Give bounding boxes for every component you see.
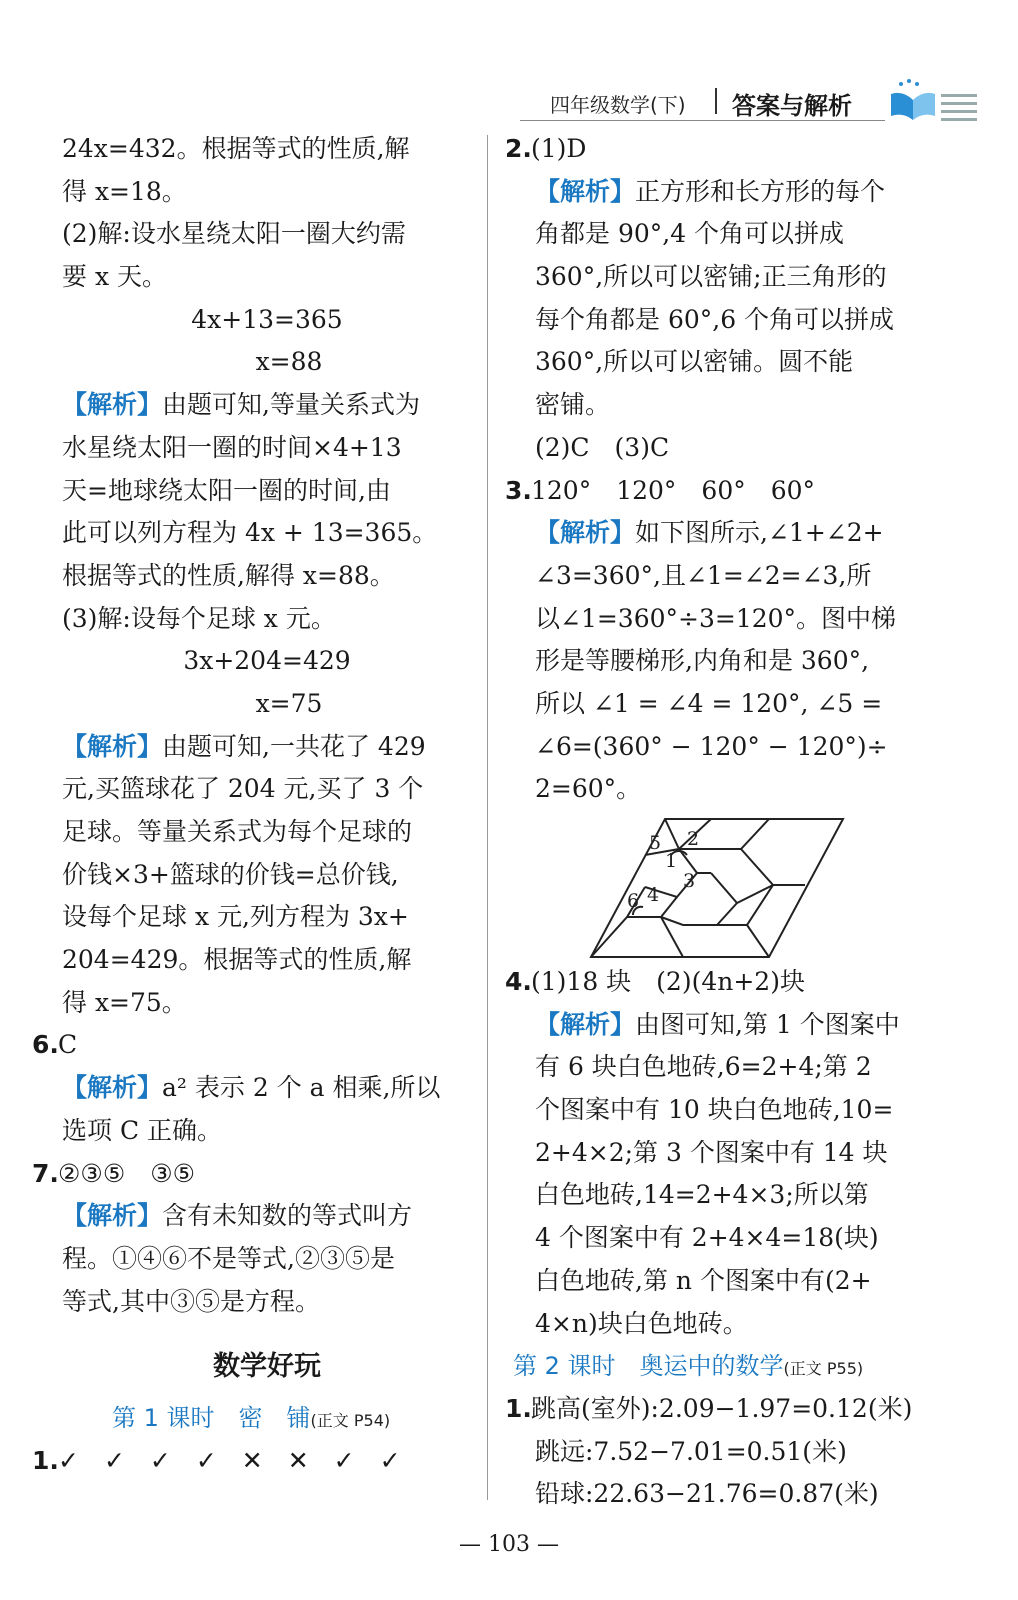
question-6: 6.C [32,1024,472,1067]
text-line: 204=429。根据等式的性质,解 [62,945,412,975]
text-line: (2)C (3)C [535,432,670,462]
text-line: 每个角都是 60°,6 个角可以拼成 [535,304,895,334]
text-line: 形是等腰梯形,内角和是 360°, [535,646,870,676]
text-line: 等式,其中③⑤是方程。 [62,1286,320,1316]
left-column [32,128,472,1483]
question-1-answer: 1.跳高(室外):2.09−1.97=0.12(米) [505,1388,915,1431]
text-line: 铅球:22.63−21.76=0.87(米) [535,1479,879,1509]
analysis-tag: 【解析】 [535,1009,636,1039]
angle-label: 5 [649,832,662,854]
question-7: 7.②③⑤ ③⑤ [32,1153,472,1196]
book-subtitle: 四年级数学(下) [550,93,686,117]
analysis-line: 【解析】由题可知,等量关系式为 [62,390,420,420]
question-number: 2. [505,134,532,163]
text-line: 根据等式的性质,解得 x=88。 [62,560,395,590]
section-header-title: 答案与解析 [732,92,852,120]
text-line: 所以 ∠1 = ∠4 = 120°, ∠5 = [535,688,883,718]
analysis-line: 【解析】如下图所示,∠1+∠2+ [535,518,884,548]
text-line: ∠6=(360° − 120° − 120°)÷ [535,731,888,761]
text-line: 得 x=18。 [62,176,187,206]
right-column [505,128,915,1516]
text-line: (3)解:设每个足球 x 元。 [62,603,336,633]
analysis-tag: 【解析】 [62,1201,163,1231]
text-line: 4×n)块白色地砖。 [535,1308,748,1338]
analysis-line: 【解析】a² 表示 2 个 a 相乘,所以 [62,1073,441,1103]
text-line: 此可以列方程为 4x + 13=365。 [62,518,438,548]
question-number: 1. [32,1445,59,1475]
text-line: 元,买篮球花了 204 元,买了 3 个 [62,774,424,804]
lesson-heading: 第 2 课时 奥运中的数学(正文 P55) [513,1352,864,1381]
lesson-heading: 第 1 课时 密 铺(正文 P54) [112,1404,391,1433]
text-line: 跳远:7.52−7.01=0.51(米) [535,1436,847,1466]
text-line: 角都是 90°,4 个角可以拼成 [535,219,845,249]
question-2: 2.(1)D [505,128,915,171]
text-line: 天=地球绕太阳一圈的时间,由 [62,475,391,505]
analysis-tag: 【解析】 [62,390,163,420]
equation: 4x+13=365 [191,304,343,334]
question-number: 1. [505,1393,532,1423]
page-header [510,76,980,136]
text-line: 360°,所以可以密铺;正三角形的 [535,262,887,292]
text-line: 密铺。 [535,390,611,420]
analysis-line: 【解析】由题可知,一共花了 429 [62,731,426,761]
text-line: 2=60°。 [535,774,642,804]
analysis-line: 【解析】含有未知数的等式叫方 [62,1201,413,1231]
text-line: 选项 C 正确。 [62,1115,223,1145]
text-line: ∠3=360°,且∠1=∠2=∠3,所 [535,560,872,590]
book-icon [885,76,980,126]
angle-label: 6 [627,890,640,912]
analysis-line: 【解析】由图可知,第 1 个图案中 [535,1009,900,1039]
equation: 3x+204=429 [183,646,351,676]
question-3: 3.120° 120° 60° 60° [505,470,915,513]
text-line: 程。①④⑥不是等式,②③⑤是 [62,1243,395,1273]
text-line: 足球。等量关系式为每个足球的 [62,817,413,846]
angle-label: 1 [665,850,678,872]
equation: x=88 [255,347,323,377]
section-title: 数学好玩 [213,1351,321,1383]
analysis-tag: 【解析】 [62,1073,163,1103]
text-line: 要 x 天。 [62,262,167,292]
text-line: 白色地砖,第 n 个图案中有(2+ [535,1265,872,1295]
question-number: 3. [505,475,532,505]
text-line: 2+4×2;第 3 个图案中有 14 块 [535,1137,888,1167]
page-number: — 103 — [459,1532,559,1557]
angle-label: 3 [683,870,696,892]
column-divider [487,135,488,1500]
angle-label: 2 [687,828,700,850]
header-rule [520,120,885,121]
text-line: 个图案中有 10 块白色地砖,10= [535,1095,894,1125]
question-number: 6. [32,1030,59,1060]
text-line: 有 6 块白色地砖,6=2+4;第 2 [535,1052,872,1082]
text-line: 360°,所以可以密铺。圆不能 [535,347,854,377]
text-line: 设每个足球 x 元,列方程为 3x+ [62,902,409,932]
text-line: 4 个图案中有 2+4×4=18(块) [535,1223,879,1253]
text-line: (2)解:设水星绕太阳一圈大约需 [62,219,406,249]
parallelogram-tiling-diagram [587,815,847,960]
analysis-tag: 【解析】 [62,731,163,761]
text-line: 得 x=75。 [62,987,187,1017]
text-line: 价钱×3+篮球的价钱=总价钱, [62,859,399,889]
text-line: 白色地砖,14=2+4×3;所以第 [535,1180,869,1210]
text-line: 以∠1=360°÷3=120°。图中梯 [535,603,897,633]
equation: x=75 [255,688,323,718]
question-number: 4. [505,967,532,996]
question-number: 7. [32,1158,59,1188]
analysis-line: 【解析】正方形和长方形的每个 [535,176,886,206]
question-4: 4.(1)18 块 (2)(4n+2)块 [505,961,915,1004]
header-separator [715,88,717,114]
question-1-marks: 1.✓ ✓ ✓ ✓ ✕ ✕ ✓ ✓ [32,1440,472,1483]
tiling-figure [505,811,915,961]
text-line: 水星绕太阳一圈的时间×4+13 [62,432,402,462]
analysis-tag: 【解析】 [535,176,636,206]
analysis-tag: 【解析】 [535,518,636,548]
angle-label: 4 [647,884,660,906]
text-line: 24x=432。根据等式的性质,解 [62,134,410,163]
